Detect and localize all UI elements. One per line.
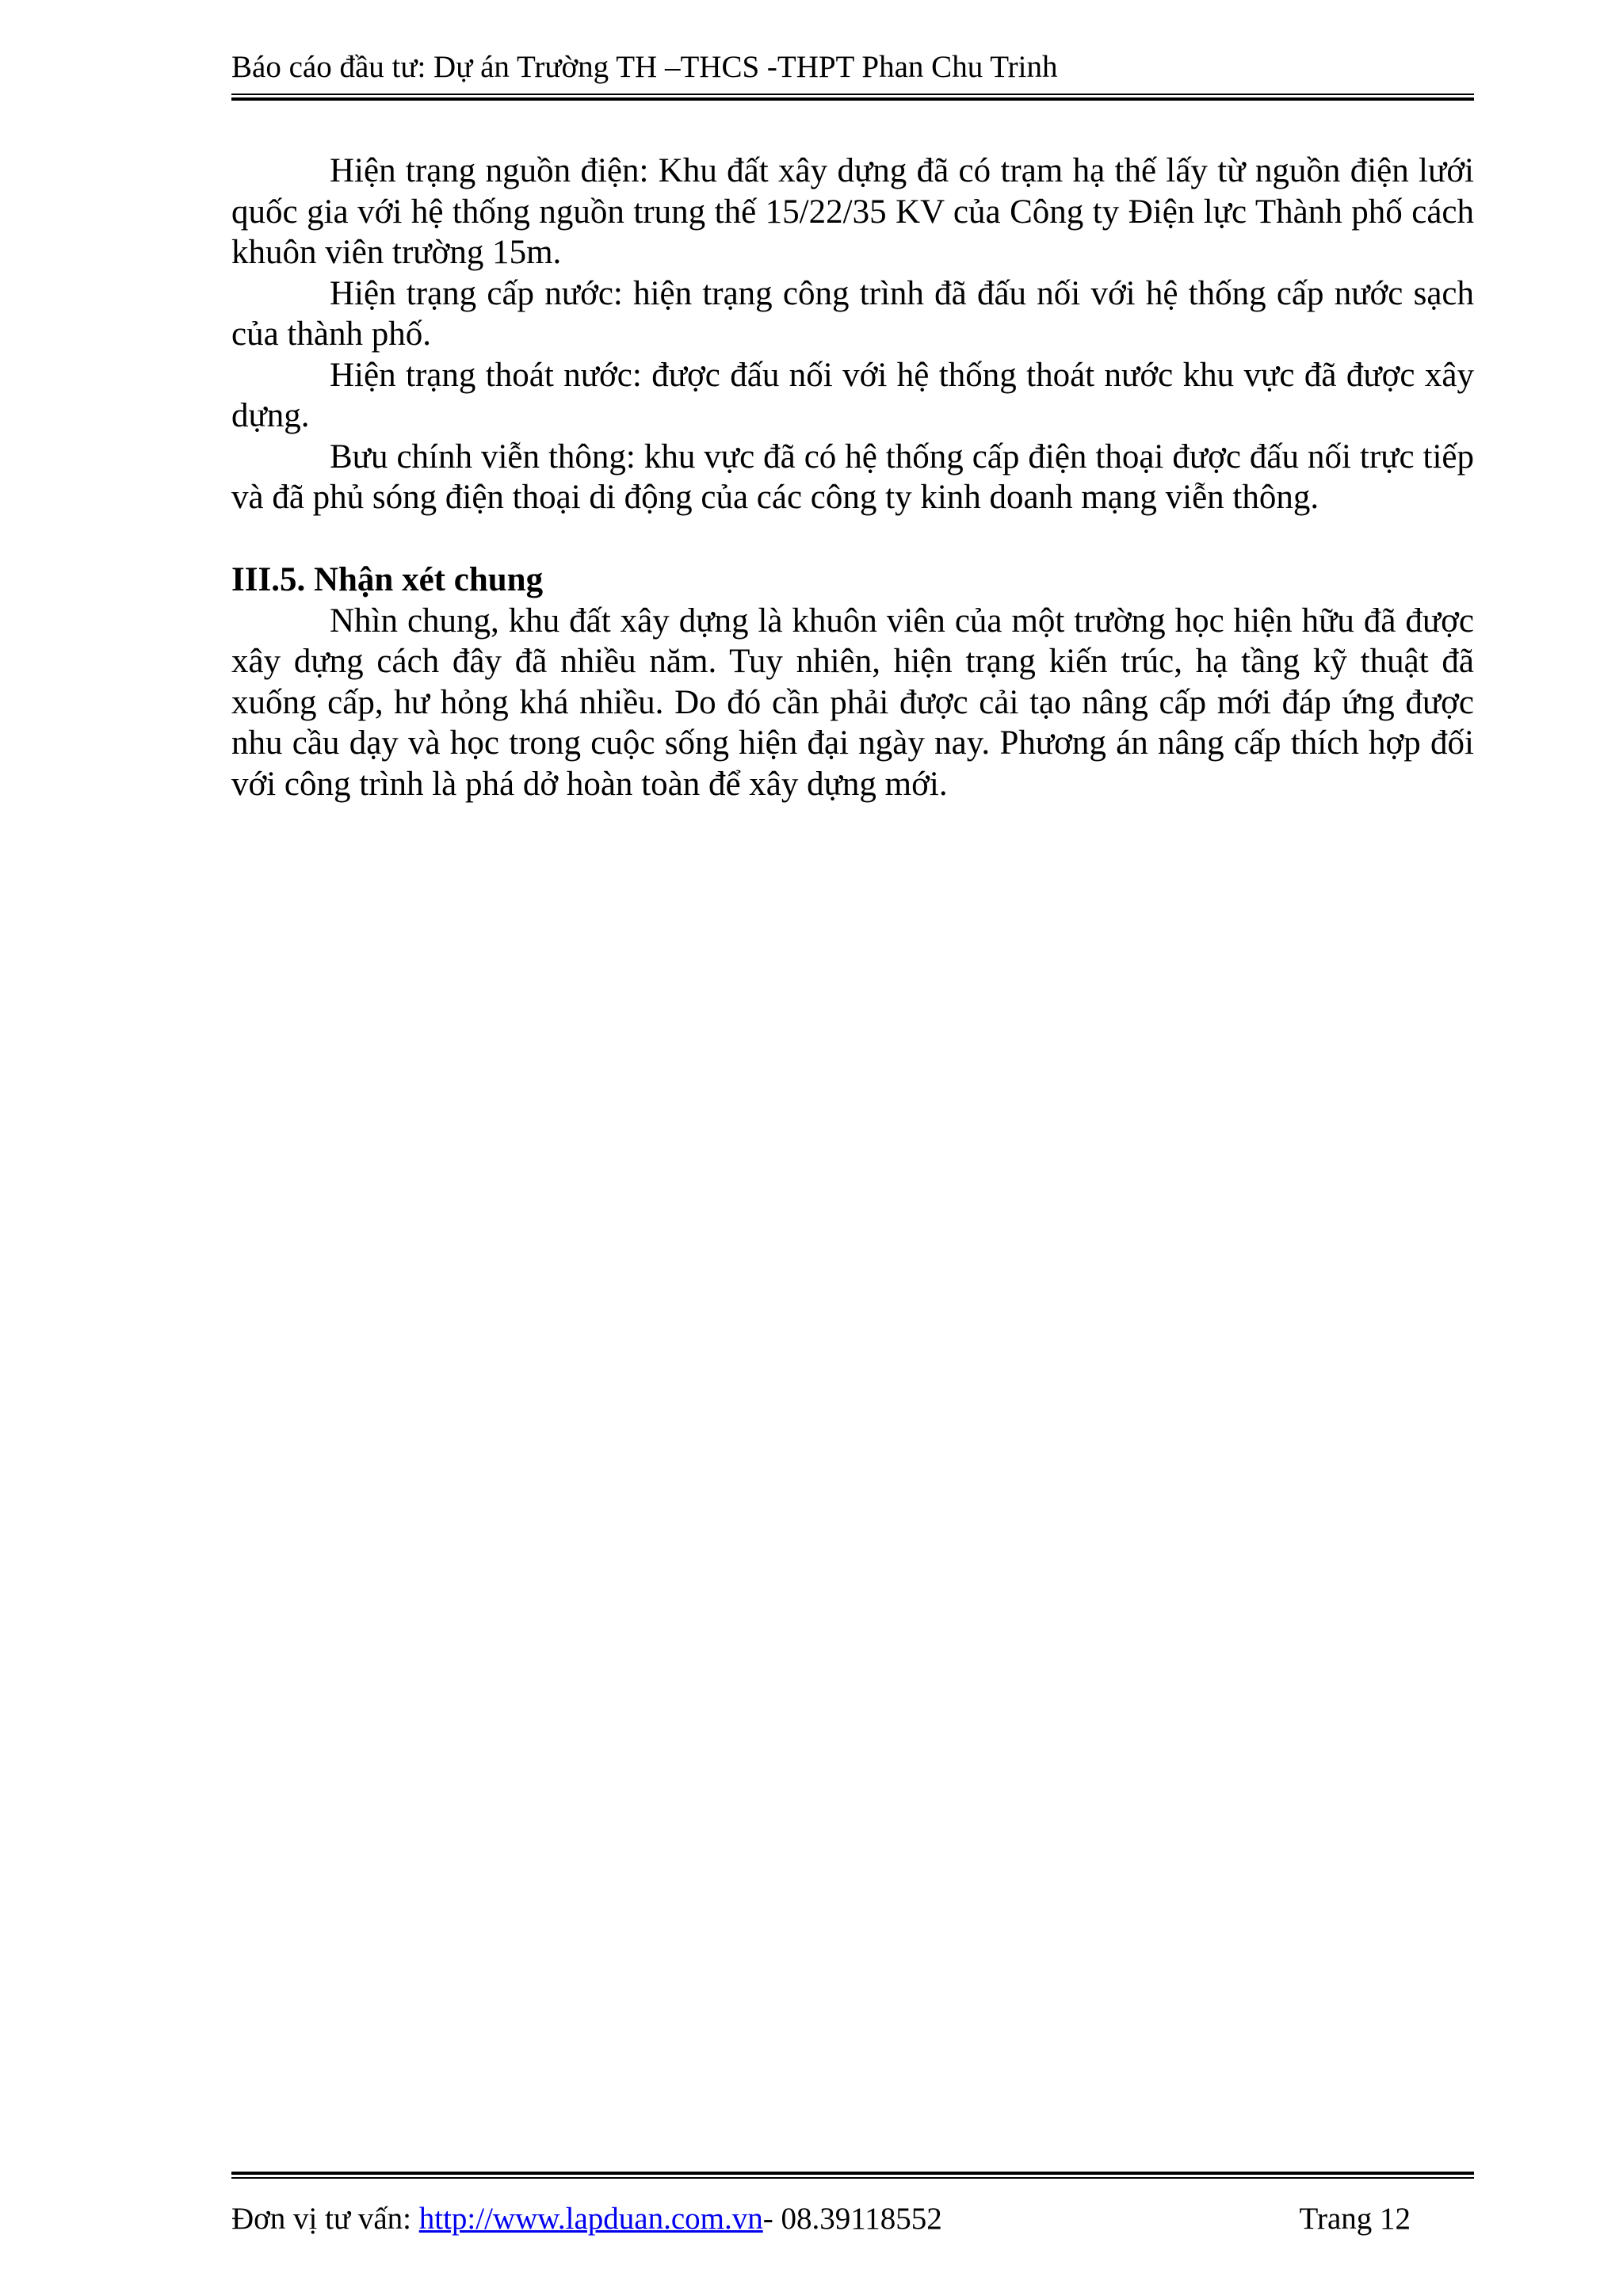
section-heading: III.5. Nhận xét chung [231,560,544,598]
footer-line [231,2199,1474,2240]
page-number: Trang 12 [1299,2202,1411,2236]
page-header [231,46,1474,89]
footer-phone: - 08.39118552 [762,2202,942,2236]
page-content [231,151,1474,804]
paragraph-telecom: Bưu chính viễn thông: khu vực đã có hệ thống cấp điện thoại được đấu nối trực tiếp và đã phủ sóng điện thoại di động của các công ty kinh doanh mạng viễn thông. [231,437,1474,516]
paragraph-water-supply: Hiện trạng cấp nước: hiện trạng công trình đã đấu nối với hệ thống cấp nước sạch của thành phố. [231,274,1474,353]
paragraph-power-supply: Hiện trạng nguồn điện: Khu đất xây dựng đã có trạm hạ thế lấy từ nguồn điện lưới quốc gia với hệ thống nguồn trung thế 15/22/35 KV của Công ty Điện lực Thành phố cách khuôn viên trường 15m. [231,152,1474,271]
footer-website-link[interactable]: http://www.lapduan.com.vn [418,2202,763,2236]
paragraph-general-remarks: Nhìn chung, khu đất xây dựng là khuôn viên của một trường học hiện hữu đã được xây dựng cách đây đã nhiều năm. Tuy nhiên, hiện trạng kiến trúc, hạ tầng kỹ thuật đã xuống cấp, hư hỏng khá nhiều. Do đó cần phải được cải tạo nâng cấp mới đáp ứng được nhu cầu dạy và học trong cuộc sống hiện đại ngày nay. Phương án nâng cấp thích hợp đối với công trình là phá dở hoàn toàn để xây dựng mới. [231,602,1474,803]
paragraph-drainage: Hiện trạng thoát nước: được đấu nối với hệ thống thoát nước khu vực đã được xây dựng. [231,356,1474,434]
header-rule-thick [231,97,1474,101]
header-title: Báo cáo đầu tư: Dự án Trường TH –THCS -THPT Phan Chu Trinh [231,50,1058,84]
footer-rule-thin [231,2177,1474,2179]
footer-rule-thick [231,2172,1474,2175]
header-rule-thin [231,94,1474,95]
footer-label: Đơn vị tư vấn: [231,2202,419,2236]
